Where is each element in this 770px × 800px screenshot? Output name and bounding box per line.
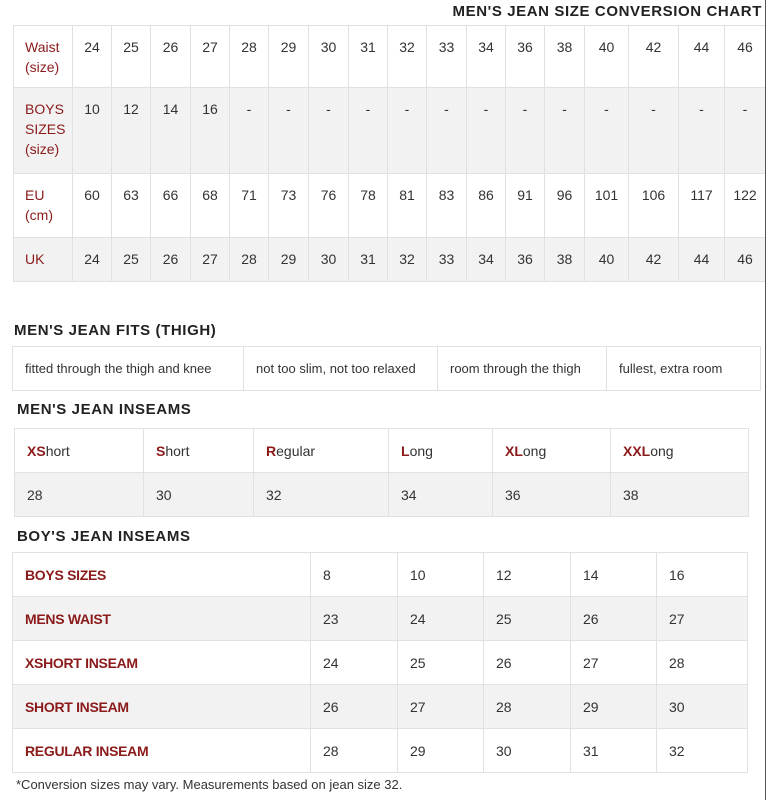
boys-inseams-table: [12, 552, 748, 773]
cell: 10: [73, 88, 112, 174]
cell: 25: [112, 238, 151, 282]
boys-inseams-title: BOY'S JEAN INSEAMS: [17, 528, 191, 545]
cell: -: [506, 88, 545, 174]
cell: 32: [254, 473, 389, 517]
header-regular: Regular: [254, 429, 389, 473]
cell: 24: [73, 26, 112, 88]
cell: 38: [545, 238, 585, 282]
cell: 73: [269, 174, 309, 238]
cell: 29: [398, 729, 484, 773]
cell: 25: [112, 26, 151, 88]
header-long: Long: [389, 429, 493, 473]
cell: 31: [349, 26, 388, 88]
table-row: [15, 473, 749, 517]
cell: 42: [629, 26, 679, 88]
header-xxlong: XXLong: [611, 429, 749, 473]
cell: 12: [112, 88, 151, 174]
conversion-chart-title: MEN'S JEAN SIZE CONVERSION CHART: [452, 3, 762, 20]
cell: -: [269, 88, 309, 174]
cell: 34: [467, 26, 506, 88]
fit-cell: fullest, extra room: [607, 347, 761, 391]
table-row-regular-inseam: [13, 729, 748, 773]
row-label-waist: Waist (size): [14, 26, 73, 88]
cell: 101: [585, 174, 629, 238]
cell: 36: [506, 26, 545, 88]
table-row-short-inseam: [13, 685, 748, 729]
cell: 14: [151, 88, 191, 174]
cell: 30: [484, 729, 571, 773]
cell: 28: [484, 685, 571, 729]
cell: 28: [230, 238, 269, 282]
cell: -: [545, 88, 585, 174]
cell: 60: [73, 174, 112, 238]
header-xshort: XShort: [15, 429, 144, 473]
cell: 38: [611, 473, 749, 517]
mens-inseams-title: MEN'S JEAN INSEAMS: [17, 401, 192, 418]
cell: 25: [484, 597, 571, 641]
cell: 46: [725, 26, 766, 88]
cell: 24: [311, 641, 398, 685]
mens-inseams-table: [14, 428, 749, 517]
cell: 81: [388, 174, 427, 238]
table-row-boys-sizes: [13, 553, 748, 597]
cell: 36: [506, 238, 545, 282]
cell: 33: [427, 238, 467, 282]
footnote: *Conversion sizes may vary. Measurements based on jean size 32.: [16, 777, 403, 792]
cell: 27: [191, 238, 230, 282]
cell: 28: [15, 473, 144, 517]
row-label: REGULAR INSEAM: [13, 729, 311, 773]
cell: 27: [398, 685, 484, 729]
table-row-boys-sizes: [14, 88, 766, 174]
cell: -: [427, 88, 467, 174]
cell: 31: [349, 238, 388, 282]
cell: 29: [269, 238, 309, 282]
cell: 40: [585, 238, 629, 282]
cell: 63: [112, 174, 151, 238]
cell: -: [629, 88, 679, 174]
cell: 14: [571, 553, 657, 597]
fits-title: MEN'S JEAN FITS (THIGH): [14, 322, 217, 339]
row-label: BOYS SIZES: [13, 553, 311, 597]
cell: 38: [545, 26, 585, 88]
cell: 66: [151, 174, 191, 238]
cell: 26: [151, 238, 191, 282]
table-row-eu: [14, 174, 766, 238]
cell: 33: [427, 26, 467, 88]
cell: 36: [493, 473, 611, 517]
fit-cell: not too slim, not too relaxed: [244, 347, 438, 391]
cell: 16: [191, 88, 230, 174]
row-label-uk: UK: [14, 238, 73, 282]
cell: 28: [230, 26, 269, 88]
table-header-row: [15, 429, 749, 473]
cell: 16: [657, 553, 748, 597]
cell: -: [388, 88, 427, 174]
row-label-eu: EU (cm): [14, 174, 73, 238]
cell: -: [349, 88, 388, 174]
size-conversion-table: [13, 25, 766, 282]
table-row: [13, 347, 761, 391]
table-row-mens-waist: [13, 597, 748, 641]
cell: 27: [657, 597, 748, 641]
cell: 26: [151, 26, 191, 88]
table-row-xshort-inseam: [13, 641, 748, 685]
cell: -: [725, 88, 766, 174]
fit-cell: room through the thigh: [438, 347, 607, 391]
cell: 30: [309, 26, 349, 88]
cell: 44: [679, 238, 725, 282]
cell: 10: [398, 553, 484, 597]
cell: -: [679, 88, 725, 174]
cell: 32: [388, 238, 427, 282]
cell: 34: [389, 473, 493, 517]
cell: 40: [585, 26, 629, 88]
cell: 68: [191, 174, 230, 238]
cell: 44: [679, 26, 725, 88]
cell: 32: [657, 729, 748, 773]
cell: 106: [629, 174, 679, 238]
cell: 122: [725, 174, 766, 238]
cell: 76: [309, 174, 349, 238]
cell: 27: [571, 641, 657, 685]
cell: -: [585, 88, 629, 174]
cell: 31: [571, 729, 657, 773]
cell: 91: [506, 174, 545, 238]
page-edge-divider: [765, 0, 766, 800]
cell: 29: [269, 26, 309, 88]
cell: 30: [309, 238, 349, 282]
cell: 34: [467, 238, 506, 282]
cell: 26: [484, 641, 571, 685]
table-row-uk: [14, 238, 766, 282]
cell: 24: [73, 238, 112, 282]
cell: 83: [427, 174, 467, 238]
cell: 30: [657, 685, 748, 729]
cell: 78: [349, 174, 388, 238]
cell: 46: [725, 238, 766, 282]
cell: 26: [571, 597, 657, 641]
cell: 23: [311, 597, 398, 641]
header-short: Short: [144, 429, 254, 473]
cell: 71: [230, 174, 269, 238]
cell: 96: [545, 174, 585, 238]
fit-cell: fitted through the thigh and knee: [13, 347, 244, 391]
cell: 26: [311, 685, 398, 729]
cell: 32: [388, 26, 427, 88]
row-label: SHORT INSEAM: [13, 685, 311, 729]
cell: 86: [467, 174, 506, 238]
cell: -: [309, 88, 349, 174]
cell: 25: [398, 641, 484, 685]
cell: 30: [144, 473, 254, 517]
cell: 27: [191, 26, 230, 88]
cell: 28: [311, 729, 398, 773]
table-row-waist: [14, 26, 766, 88]
cell: 42: [629, 238, 679, 282]
cell: 12: [484, 553, 571, 597]
cell: 24: [398, 597, 484, 641]
fits-table: [12, 346, 761, 391]
row-label-boys-sizes: BOYS SIZES (size): [14, 88, 73, 174]
row-label: MENS WAIST: [13, 597, 311, 641]
cell: 29: [571, 685, 657, 729]
row-label: XSHORT INSEAM: [13, 641, 311, 685]
cell: -: [467, 88, 506, 174]
cell: 28: [657, 641, 748, 685]
cell: -: [230, 88, 269, 174]
cell: 117: [679, 174, 725, 238]
header-xlong: XLong: [493, 429, 611, 473]
cell: 8: [311, 553, 398, 597]
